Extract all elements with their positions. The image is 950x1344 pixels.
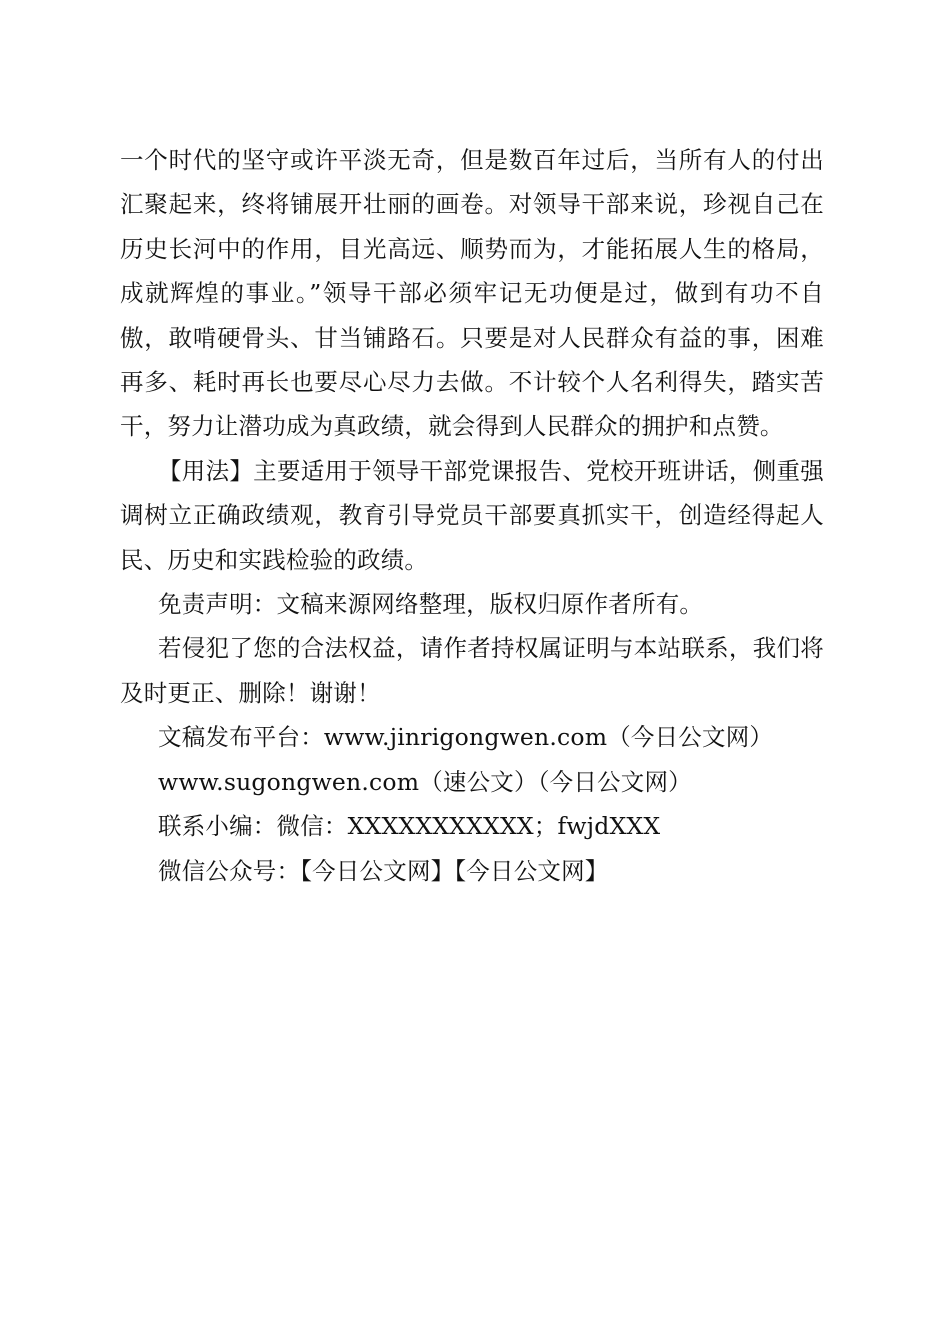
- usage-paragraph: 【用法】主要适用于领导干部党课报告、党校开班讲话，侧重强调树立正确政绩观，教育引导党员干部要真抓实干，创造经得起人民、历史和实践检验的政绩。: [120, 456, 824, 574]
- disclaimer-paragraph: 免责声明：文稿来源网络整理，版权归原作者所有。: [158, 590, 704, 619]
- document-body: [120, 138, 824, 893]
- alternate-site-line: www.sugongwen.com（速公文）（今日公文网）: [158, 767, 692, 796]
- wechat-account-line: 微信公众号：【今日公文网】【今日公文网】: [158, 856, 609, 885]
- contact-line: 联系小编：微信：XXXXXXXXXXX；fwjdXXX: [158, 812, 661, 841]
- publish-platform-line: 文稿发布平台：www.jinrigongwen.com（今日公文网）: [158, 723, 774, 752]
- rights-notice-paragraph: 若侵犯了您的合法权益，请作者持权属证明与本站联系，我们将及时更正、删除！谢谢！: [120, 634, 824, 707]
- body-paragraph-continuation: 一个时代的坚守或许平淡无奇，但是数百年过后，当所有人的付出汇聚起来，终将铺展开壮丽的画卷。对领导干部来说，珍视自己在历史长河中的作用，目光高远、顺势而为，才能拓展人生的格局，成就辉煌的事业。”领导干部必须牢记无功便是过，做到有功不自傲，敢啃硬骨头、甘当铺路石。只要是对人民群众有益的事，困难再多、耗时再长也要尽心尽力去做。不计较个人名利得失，踏实苦干，努力让潜功成为真政绩，就会得到人民群众的拥护和点赞。: [120, 146, 824, 441]
